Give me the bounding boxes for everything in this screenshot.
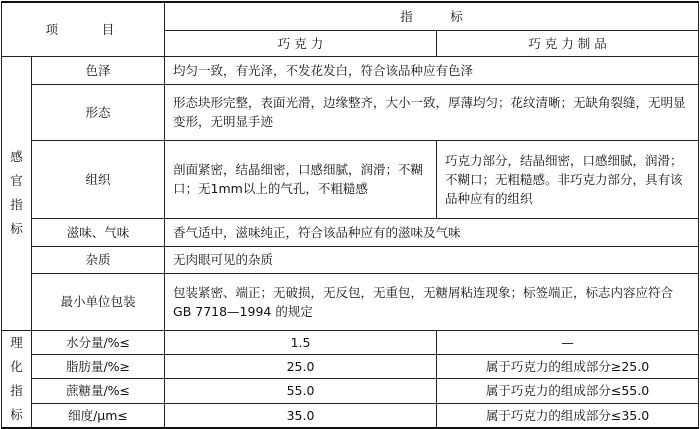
header-chocolate: 巧 克 力 [165, 30, 437, 56]
row-name-texture: 组织 [32, 140, 165, 218]
row-value-texture-chocolate: 剖面紧密，结晶细密，口感细腻，润滑；不糊口；无1mm以上的气孔，不粗糙感 [165, 140, 437, 218]
row-name-sucrose: 蔗糖量/%≤ [32, 379, 165, 403]
row-value-packaging: 包装紧密、端正；无破损，无反包，无重包，无糖屑粘连现象；标签端正，标志内容应符合 GB 7718—1994 的规定 [165, 273, 699, 330]
row-value-sucrose-product: 属于巧克力的组成部分≤55.0 [437, 379, 699, 403]
chocolate-standard-table [1, 1, 699, 429]
row-value-shape: 形态块形完整，表面光滑，边缘整齐，大小一致，厚薄均匀；花纹清晰；无缺角裂缝，无明显变形，无明显手迹 [165, 84, 699, 140]
row-name-taste-smell: 滋味、气味 [32, 218, 165, 246]
row-value-moisture-chocolate: 1.5 [165, 330, 437, 354]
row-value-moisture-product: — [437, 330, 699, 354]
row-value-sucrose-chocolate: 55.0 [165, 379, 437, 403]
row-value-impurity: 无肉眼可见的杂质 [165, 246, 699, 273]
row-name-impurity: 杂质 [32, 246, 165, 273]
row-name-moisture: 水分量/%≤ [32, 330, 165, 354]
row-name-color: 色泽 [32, 56, 165, 84]
row-name-fineness: 细度/μm≤ [32, 403, 165, 427]
row-name-shape: 形态 [32, 84, 165, 140]
row-name-fat: 脂肪量/%≥ [32, 354, 165, 378]
row-value-fineness-chocolate: 35.0 [165, 403, 437, 427]
header-indicator: 指 标 [165, 2, 699, 30]
row-value-color: 均匀一致，有光泽，不发花发白，符合该品种应有色泽 [165, 56, 699, 84]
physchem-group-label: 理 化 指 标 [2, 330, 32, 428]
header-chocolate-product: 巧 克 力 制 品 [437, 30, 699, 56]
sensory-group-label: 感 官 指 标 [2, 56, 32, 330]
row-value-fineness-product: 属于巧克力的组成部分≤35.0 [437, 403, 699, 427]
row-value-texture-product: 巧克力部分，结晶细密，口感细腻，润滑；不糊口；无粗糙感。非巧克力部分，具有该品种应有的组织 [437, 140, 699, 218]
row-name-packaging: 最小单位包装 [32, 273, 165, 330]
row-value-taste-smell: 香气适中，滋味纯正，符合该品种应有的滋味及气味 [165, 218, 699, 246]
header-item: 项 目 [2, 2, 165, 56]
row-value-fat-product: 属于巧克力的组成部分≥25.0 [437, 354, 699, 378]
row-value-fat-chocolate: 25.0 [165, 354, 437, 378]
